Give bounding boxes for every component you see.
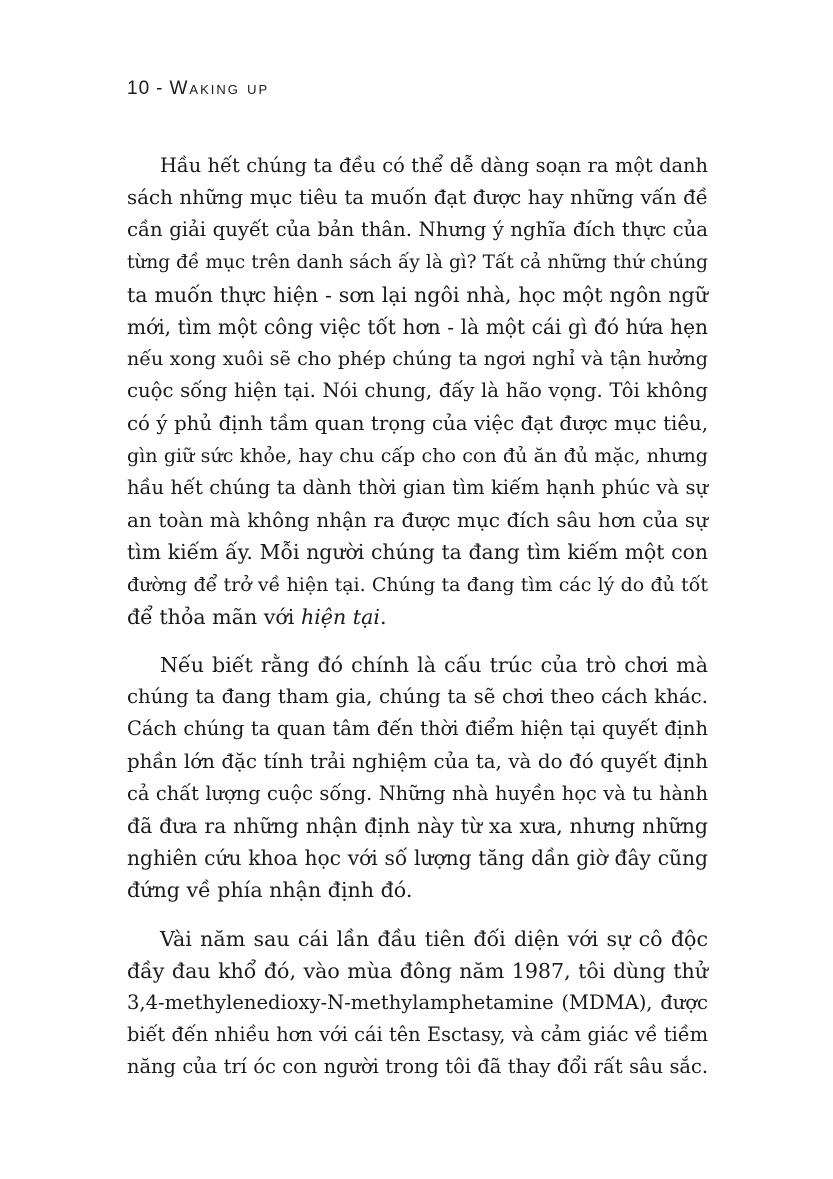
paragraph-3 xyxy=(127,923,708,1084)
text-line: 3,4-methylenedioxy-N-methylamphetamine (MDMA), được xyxy=(127,991,708,1015)
text-line: sách những mục tiêu ta muốn đạt được hay những vấn đề xyxy=(127,186,708,210)
text-line: nếu xong xuôi sẽ cho phép chúng ta ngơi nghỉ và tận hưởng xyxy=(127,347,708,371)
text-line: nghiên cứu khoa học với số lượng tăng dần giờ đây cũng xyxy=(127,846,708,871)
text-line: Hầu hết chúng ta đều có thể dễ dàng soạn ra một danh xyxy=(160,154,708,177)
italic-phrase: hiện tại xyxy=(300,604,380,629)
text-line: cần giải quyết của bản thân. Nhưng ý nghĩa đích thực của xyxy=(127,218,708,242)
text-line: cả chất lượng cuộc sống. Những nhà huyền học và tu hành xyxy=(127,781,708,805)
text-line: đầy đau khổ đó, vào mùa đông năm 1987, tôi dùng thử xyxy=(127,958,708,983)
text-line: phần lớn đặc tính trải nghiệm của ta, và do đó quyết định xyxy=(127,749,708,773)
text-line-last: đứng về phía nhận định đó. xyxy=(127,878,413,903)
text-line: hầu hết chúng ta dành thời gian tìm kiếm hạnh phúc và sự xyxy=(127,476,708,500)
text-line: từng đề mục trên danh sách ấy là gì? Tất cả những thứ chúng xyxy=(127,251,708,273)
text-line: chúng ta đang tham gia, chúng ta sẽ chơi theo cách khác. xyxy=(127,685,708,709)
text-line: tìm kiếm ấy. Mỗi người chúng ta đang tìm kiếm một con xyxy=(127,540,708,565)
text-line: gìn giữ sức khỏe, hay chu cấp cho con đủ ăn đủ mặc, nhưng xyxy=(127,444,708,467)
text-line: năng của trí óc con người trong tôi đã thay đổi rất sâu sắc. xyxy=(127,1055,708,1079)
text-segment: . xyxy=(379,604,387,629)
text-line: Nếu biết rằng đó chính là cấu trúc của trò chơi mà xyxy=(160,653,708,678)
text-line: Vài năm sau cái lần đầu tiên đối diện với sự cô độc xyxy=(160,926,708,951)
paragraph-2 xyxy=(127,649,708,907)
text-line-last xyxy=(127,601,708,633)
page-number: 10 xyxy=(127,78,151,99)
text-line: ta muốn thực hiện - sơn lại ngôi nhà, học một ngôn ngữ xyxy=(127,282,708,307)
text-line: đã đưa ra những nhận định này từ xa xưa, nhưng những xyxy=(127,814,708,839)
book-title: Waking up xyxy=(169,78,270,99)
paragraph-1 xyxy=(127,150,708,633)
text-line: mới, tìm một công việc tốt hơn - là một cái gì đó hứa hẹn xyxy=(127,315,708,340)
text-line: có ý phủ định tầm quan trọng của việc đạt được mục tiêu, xyxy=(127,411,708,435)
text-line: Cách chúng ta quan tâm đến thời điểm hiện tại quyết định xyxy=(127,717,708,741)
text-line: an toàn mà không nhận ra được mục đích sâu hơn của sự xyxy=(127,508,708,533)
text-line: cuộc sống hiện tại. Nói chung, đấy là hão vọng. Tôi không xyxy=(127,379,708,403)
running-head-separator: - xyxy=(156,78,164,99)
body-text xyxy=(127,150,708,1100)
running-head xyxy=(127,78,269,100)
text-line: biết đến nhiều hơn với cái tên Esctasy, và cảm giác về tiềm xyxy=(127,1023,708,1047)
text-line: đường để trở về hiện tại. Chúng ta đang tìm các lý do đủ tốt xyxy=(127,573,708,596)
text-segment: để thỏa mãn với xyxy=(127,604,301,629)
